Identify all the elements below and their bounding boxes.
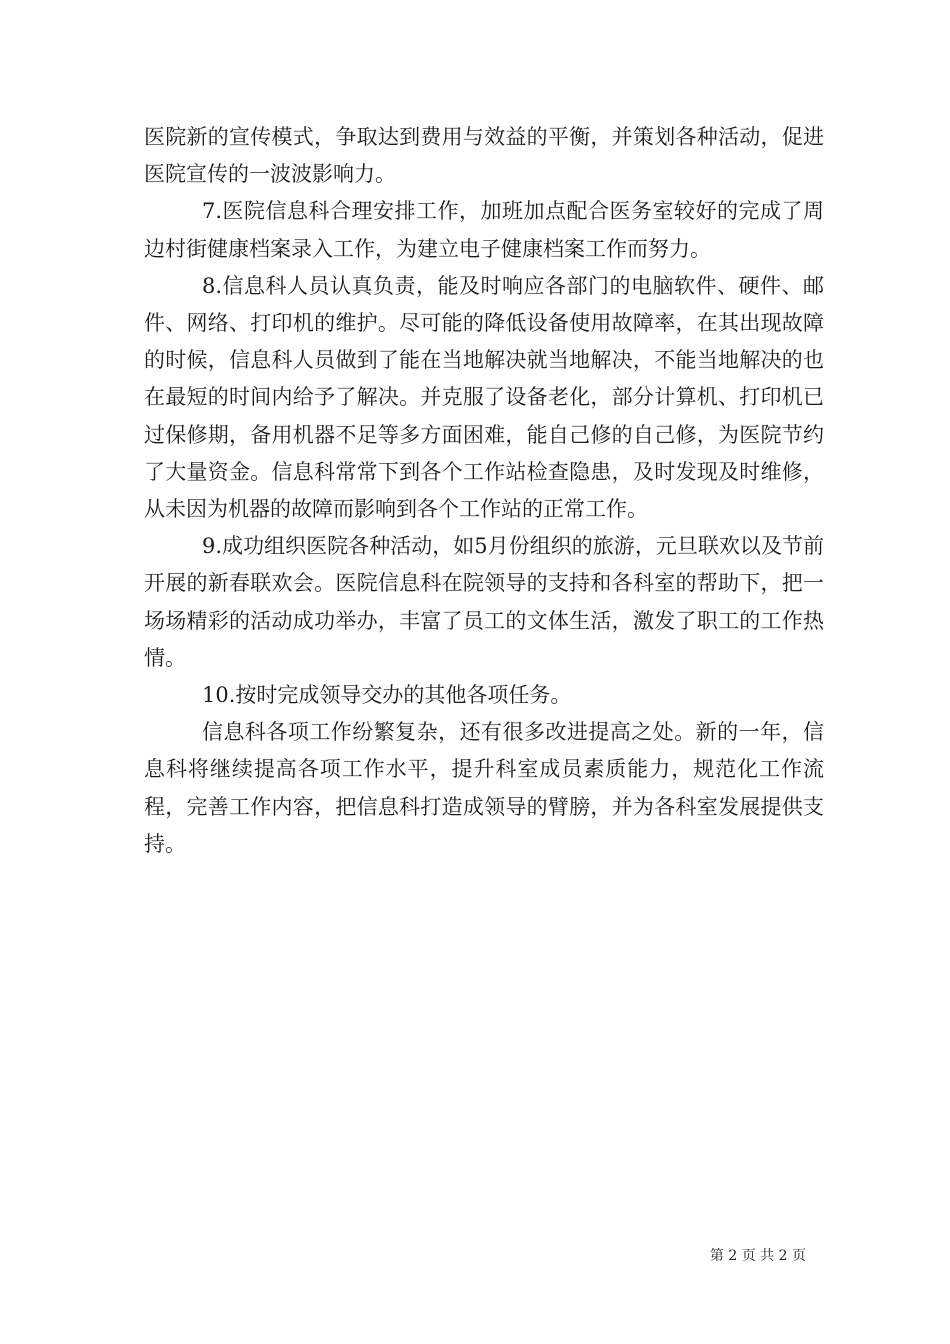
document-body [144, 119, 824, 863]
paragraph-item-8: 8.信息科人员认真负责，能及时响应各部门的电脑软件、硬件、邮件、网络、打印机的维护。尽可能的降低设备使用故障率，在其出现故障的时候，信息科人员做到了能在当地解决就当地解决，不能当地解决的也在最短的时间内给予了解决。并克服了设备老化，部分计算机、打印机已过保修期，备用机器不足等多方面困难，能自己修的自己修，为医院节约了大量资金。信息科常常下到各个工作站检查隐患，及时发现及时维修，从未因为机器的故障而影响到各个工作站的正常工作。 [144, 273, 824, 522]
paragraph-continuation: 医院新的宣传模式，争取达到费用与效益的平衡，并策划各种活动，促进医院宣传的一波波影响力。 [144, 125, 824, 187]
paragraph-item-10: 10.按时完成领导交办的其他各项任务。 [202, 683, 572, 708]
page-number-footer: 第 2 页 共 2 页 [709, 1248, 806, 1264]
paragraph-conclusion: 信息科各项工作纷繁复杂，还有很多改进提高之处。新的一年，信息科将继续提高各项工作水平，提升科室成员素质能力，规范化工作流程，完善工作内容，把信息科打造成领导的臂膀，并为各科室发展提供支持。 [144, 720, 824, 856]
paragraph-item-9: 9.成功组织医院各种活动，如5月份组织的旅游，元旦联欢以及节前开展的新春联欢会。医院信息科在院领导的支持和各科室的帮助下，把一场场精彩的活动成功举办，丰富了员工的文体生活，激发了职工的工作热情。 [144, 534, 824, 670]
paragraph-item-7: 7.医院信息科合理安排工作，加班加点配合医务室较好的完成了周边村街健康档案录入工作，为建立电子健康档案工作而努力。 [144, 199, 824, 261]
